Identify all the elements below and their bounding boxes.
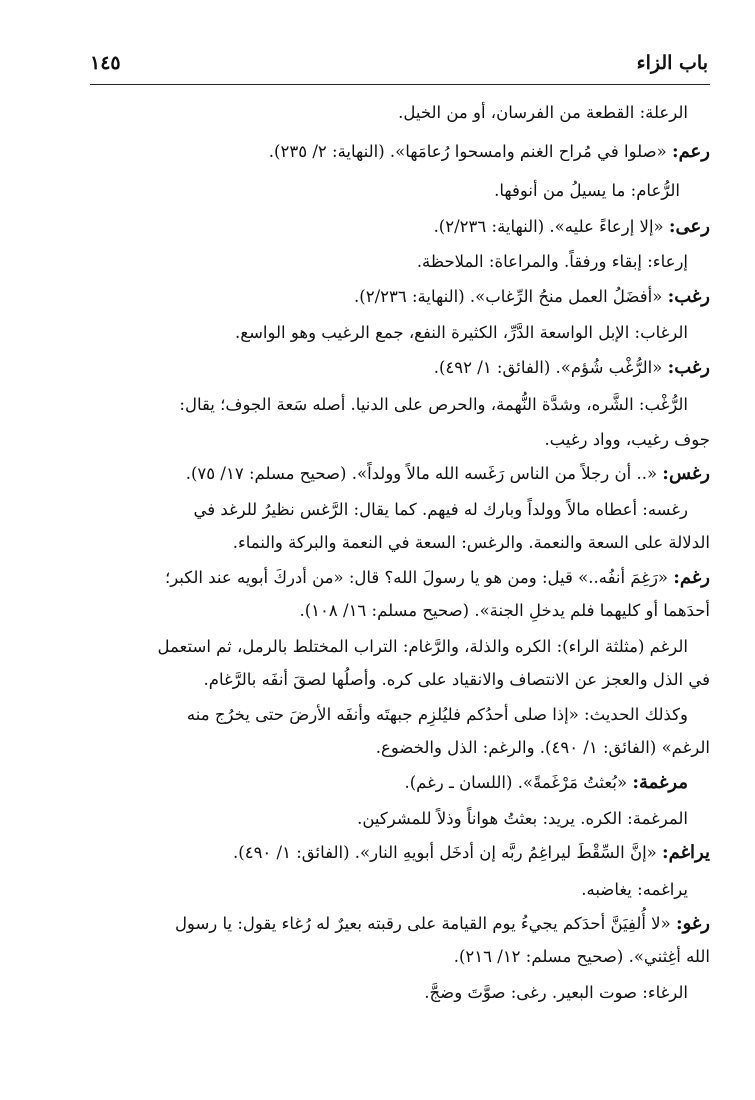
entry-line xyxy=(165,565,710,591)
definition-line: الدلالة على السعة والنعمة. والرغس: السعة في النعمة والبركة والنماء. xyxy=(232,533,710,552)
definition-line: الرغم» (الفائق: ١/ ٤٩٠). والرغم: الذل والخضوع. xyxy=(375,738,710,757)
entry-line xyxy=(434,214,710,240)
definition-line: إرعاء: إبقاء ورفقاً. والمراعاة: الملاحظة. xyxy=(416,252,688,271)
entry-line: الله أغِثني». (صحيح مسلم: ١٢/ ٢١٦). xyxy=(453,947,710,966)
entry-line xyxy=(354,284,710,310)
entry-line xyxy=(404,770,688,796)
entry-line xyxy=(434,355,710,381)
entry-text: «لا أُلفِيَنَّ أحدَكم يجيءُ يوم القيامة على رقبته بعيرٌ له رُغاء يقول: يا رسول xyxy=(174,914,676,933)
chapter-title: باب الزاء xyxy=(636,52,708,74)
headword: رعى: xyxy=(668,216,710,237)
entry-text: «رَغِمَ أنفُه..» قيل: ومن هو يا رسولَ الله؟ قال: «من أدركَ أبويه عند الكبر؛ xyxy=(164,568,674,587)
definition-line: الرغم (مثلثة الراء): الكره والذلة، والرَّغام: التراب المختلط بالرمل، ثم استعمل xyxy=(157,637,688,656)
entry-text: «بُعثتُ مَرْغَمةً». (اللسان ـ رغم). xyxy=(404,773,633,792)
headword: رعم: xyxy=(671,141,710,162)
entry-text: «أفضَلُ العمل منحُ الرِّغاب». (النهاية: ٢/٢٣٦). xyxy=(354,287,668,306)
entry-text: «إلا إرعاءً عليه». (النهاية: ٢/٢٣٦). xyxy=(433,217,669,236)
definition-line: في الذل والعجز عن الانتصاف والانقياد على كره. وأصلُها لصقَ أنفَه بالرَّغام. xyxy=(203,670,710,689)
entry-line xyxy=(175,911,710,937)
definition-line: الرُّغْب: الشَّره، وشدَّة النُّهمة، والحرص على الدنيا. أصله سَعة الجوف؛ يقال: xyxy=(179,395,688,414)
definition-line: المرغمة: الكره. يريد: بعثتُ هواناً وذلاً للمشركين. xyxy=(357,809,688,828)
definition-line: وكذلك الحديث: «إذا صلى أحدُكم فليُلزِم جبهتَه وأنفَه الأرضَ حتى يخرُج منه xyxy=(186,705,688,724)
header-divider xyxy=(90,84,710,85)
entry-text: «.. أن رجلاً من الناس رَغَسه الله مالاً وولداً». (صحيح مسلم: ١٧/ ٧٥). xyxy=(185,464,663,483)
definition-line: رغسه: أعطاه مالاً وولداً وبارك له فيهم. كما يقال: الرَّغس نظيرُ للرغد في xyxy=(193,500,688,519)
entry-line xyxy=(186,461,710,487)
definition-line: الرعلة: القطعة من الفرسان، أو من الخيل. xyxy=(398,103,688,122)
headword: يراغم: xyxy=(662,842,710,863)
entry-line xyxy=(233,840,710,866)
entry-text: «إنَّ السِّقْطَ ليراغِمُ ربَّه إن أدخَل أبويهِ النار». (الفائق: ١/ ٤٩٠). xyxy=(233,843,663,862)
headword: رغب: xyxy=(667,357,710,378)
definition-line: الرغاب: الإبل الواسعة الدَّرِّ، الكثيرة النفع، جمع الرغيب وهو الواسع. xyxy=(235,323,688,342)
definition-line: يراغمه: يغاضبه. xyxy=(581,880,688,899)
page-number: ١٤٥ xyxy=(90,52,121,74)
entry-text: «الرُّغْب شُؤم». (الفائق: ١/ ٤٩٢). xyxy=(433,358,668,377)
headword: رغب: xyxy=(667,286,710,307)
page-header xyxy=(90,46,708,80)
headword: رغو: xyxy=(675,913,710,934)
entry-line: أحدَهما أو كليهما فلم يدخلِ الجنة». (صحيح مسلم: ١٦/ ١٠٨). xyxy=(299,601,710,620)
headword: رغس: xyxy=(662,463,710,484)
definition-line: جوف رغيب، وواد رغيب. xyxy=(544,430,710,449)
headword: مرغمة: xyxy=(632,772,688,793)
entry-line xyxy=(269,139,710,165)
definition-line: الرُّعام: ما يسيلُ من أنوفها. xyxy=(494,181,680,200)
definition-line: الرغاء: صوت البعير. رغى: صوَّتَ وضجَّ. xyxy=(424,983,688,1002)
entry-text: «صلوا في مُراح الغنم وامسحوا رُعامَها». (النهاية: ٢/ ٢٣٥). xyxy=(268,142,672,161)
headword: رغم: xyxy=(673,567,710,588)
